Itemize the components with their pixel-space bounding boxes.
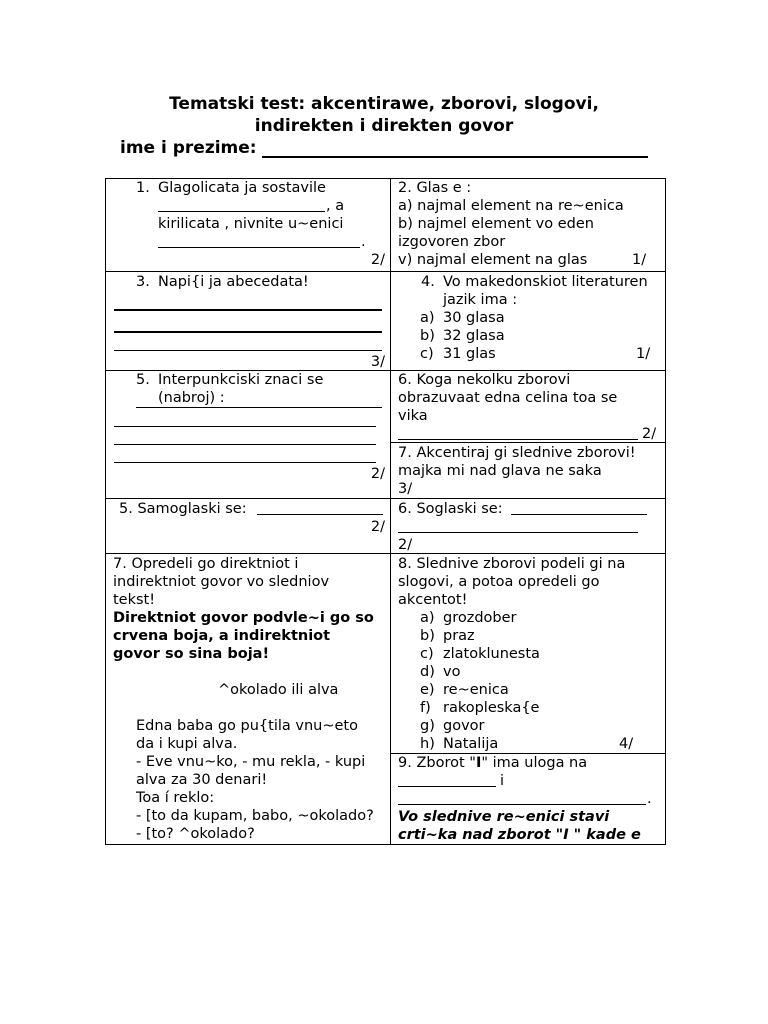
vowels-score: 2/ (370, 519, 385, 535)
row-divider (105, 553, 666, 554)
vowels-blank[interactable] (257, 514, 383, 515)
q8-option-label: f) (420, 700, 431, 716)
q9-instruction-1: Vo slednive re~enici stavi (398, 809, 610, 825)
row-divider (390, 442, 666, 443)
q8-word: grozdober (443, 610, 517, 626)
q2-option-a: a) najmal element na re~enica (398, 198, 624, 214)
q8-word: govor (443, 718, 485, 734)
q5-score: 2/ (370, 466, 385, 482)
q3-blank-2[interactable] (114, 331, 382, 333)
story-line: Toa í reklo: (136, 790, 215, 806)
q4-text: Vo makedonskiot literaturen (443, 274, 648, 290)
q8-question: 8. Slednive zborovi podeli gi na (398, 556, 626, 572)
q4-option-b-label: b) (420, 328, 435, 344)
q8-word: vo (443, 664, 461, 680)
q2-question: 2. Glas e : (398, 180, 472, 196)
q9-question-pre: 9. Zborot " (398, 755, 476, 771)
q7-instruction-1: Direktniot govor podvle~i go so (113, 610, 374, 626)
q2-score: 1/ (632, 252, 647, 268)
q9-question-post: " ima uloga na (481, 755, 588, 771)
q8-question-2: slogovi, a potoa opredeli go (398, 574, 600, 590)
story-line: alva za 30 denari! (136, 772, 268, 788)
q8-word: zlatoklunesta (443, 646, 540, 662)
q9-conjunction: i (500, 773, 505, 789)
q9-instruction-2: crti~ka nad zborot "I " kade e (398, 827, 641, 843)
q8-option-label: a) (420, 610, 435, 626)
q5-blank-3[interactable] (114, 444, 376, 445)
q8-score: 4/ (619, 736, 634, 752)
q7-instruction-3: govor so sina boja! (113, 646, 270, 662)
q7-accent-score: 3/ (398, 481, 413, 497)
story-line: da i kupi alva. (136, 736, 238, 752)
q4-text-2: jazik ima : (443, 292, 518, 308)
q1-blank-1[interactable] (158, 211, 325, 212)
q7-accent-question: 7. Akcentiraj gi slednive zborovi! (398, 445, 636, 461)
q3-score: 3/ (370, 354, 385, 370)
q7-direct-question-3: tekst! (113, 592, 156, 608)
q7-direct-question: 7. Opredeli go direktniot i (113, 556, 299, 572)
q8-word: praz (443, 628, 475, 644)
story-title: ^okolado ili alva (218, 682, 339, 698)
q9-question (398, 754, 587, 772)
q5-text: Interpunkciski znaci se (158, 372, 324, 388)
q5-blank-4[interactable] (114, 462, 376, 463)
q6-score: 2/ (642, 426, 657, 442)
q8-option-label: g) (420, 718, 435, 734)
test-title-line-1: Tematski test: akcentirawe, zborovi, slogovi, (169, 94, 599, 114)
q2-option-v: v) najmal element na glas (398, 252, 588, 268)
q4-score: 1/ (636, 346, 651, 362)
name-label: ime i prezime: (120, 138, 257, 158)
q1-text-2: , a (326, 198, 345, 214)
story-line: Edna baba go pu{tila vnu~eto (136, 718, 358, 734)
q2-option-b-cont: izgovoren zbor (398, 234, 506, 250)
q8-question-3: akcentot! (398, 592, 468, 608)
q1-score: 2/ (370, 252, 385, 268)
q1-text-3: kirilicata , nivnite u~enici (158, 216, 344, 232)
q2-option-b: b) najmel element vo eden (398, 216, 594, 232)
q4-option-c: 31 glas (443, 346, 496, 362)
q4-option-c-label: c) (420, 346, 434, 362)
q8-option-label: c) (420, 646, 434, 662)
q9-word: I (475, 755, 482, 771)
q7-direct-question-2: indirektniot govor vo sledniov (113, 574, 330, 590)
q3-number: 3. (136, 274, 150, 290)
q7-accent-words: majka mi nad glava ne saka (398, 463, 602, 479)
q9-period: . (647, 791, 652, 807)
q1-number: 1. (136, 180, 150, 196)
q3-blank-1[interactable] (114, 309, 382, 311)
q1-blank-2[interactable] (158, 247, 360, 248)
row-divider (105, 498, 666, 499)
q8-option-label: b) (420, 628, 435, 644)
q8-option-label: e) (420, 682, 435, 698)
q8-word: rakopleska{e (443, 700, 540, 716)
q5-blank-1[interactable] (136, 407, 382, 408)
q7-instruction-2: crvena boja, a indirektniot (113, 628, 331, 644)
q9-blank-2[interactable] (398, 804, 646, 805)
q4-option-b: 32 glasa (443, 328, 505, 344)
consonants-question: 6. Soglaski se: (398, 501, 503, 517)
q9-blank-1[interactable] (398, 786, 496, 787)
vowels-question: 5. Samoglaski se: (119, 501, 247, 517)
q4-option-a-label: a) (420, 310, 435, 326)
consonants-blank-2[interactable] (398, 532, 638, 533)
q4-number: 4. (421, 274, 435, 290)
q8-option-label: d) (420, 664, 435, 680)
q1-text: Glagolicata ja sostavile (158, 180, 326, 196)
q6-blank[interactable] (398, 439, 638, 440)
q6-question-2: obrazuvaat edna celina toa se (398, 390, 618, 406)
q8-word: Natalija (443, 736, 499, 752)
q3-text: Napi{i ja abecedata! (158, 274, 309, 290)
name-blank[interactable] (262, 156, 648, 158)
consonants-blank-1[interactable] (511, 514, 647, 515)
q8-option-label: h) (420, 736, 435, 752)
row-divider (105, 271, 666, 272)
q5-number: 5. (136, 372, 150, 388)
q8-word: re~enica (443, 682, 509, 698)
story-line: - Eve vnu~ko, - mu rekla, - kupi (136, 754, 366, 770)
story-line: - [to da kupam, babo, ~okolado? (136, 808, 374, 824)
q3-blank-3[interactable] (114, 350, 382, 351)
column-divider (390, 178, 391, 845)
q5-blank-2[interactable] (114, 426, 376, 427)
q6-question-3: vika (398, 408, 428, 424)
q4-option-a: 30 glasa (443, 310, 505, 326)
test-title-line-2: indirekten i direkten govor (254, 116, 514, 136)
story-line: - [to? ^okolado? (136, 826, 255, 842)
q6-question: 6. Koga nekolku zborovi (398, 372, 571, 388)
q1-text-4: . (361, 234, 366, 250)
q5-text-2: (nabroj) : (158, 390, 225, 406)
consonants-score: 2/ (398, 537, 413, 553)
